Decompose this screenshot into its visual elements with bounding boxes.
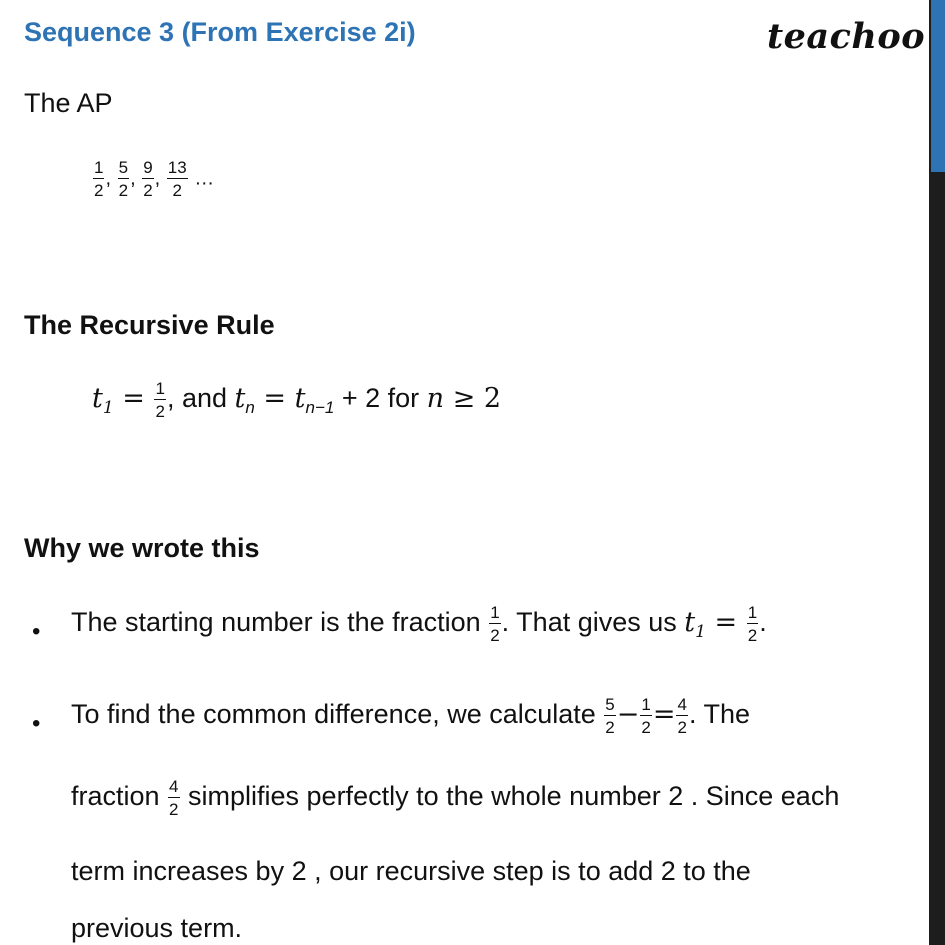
scrollbar-thumb[interactable] xyxy=(931,0,945,172)
bullet-1-text: The starting number is the fraction $\frac{1}{2}$ . That gives us $t_1$ = $\frac{1}{2}$ . xyxy=(71,603,767,645)
why-heading: Why we wrote this xyxy=(24,533,260,563)
sequence-term-2: $\frac{5}{2}$ xyxy=(118,158,129,200)
bullet-2-line-2: fraction $\frac{4}{2}$ simplifies perfectly to the whole number 2 . Since each xyxy=(71,777,840,819)
rule-heading: The Recursive Rule xyxy=(24,310,275,340)
intro-label: The AP xyxy=(24,88,113,118)
page-title: Sequence 3 (From Exercise 2i) xyxy=(24,17,416,47)
recursive-rule: $t_1$ = $\frac{1}{2}$ , and $t_n = t_{n-1} + 2$ for n ≥ 2 xyxy=(92,379,502,421)
ap-sequence: $\frac{1}{2}$ , $\frac{5}{2}$ , $\frac{9}{2}$ , $\frac{13}{2}$ … xyxy=(94,158,215,200)
sequence-term-4: $\frac{13}{2}$ xyxy=(167,158,187,200)
bullet-2-line-4: previous term. xyxy=(71,913,243,943)
bullet-2-line-3: term increases by 2 , our recursive step is to add 2 to the xyxy=(71,856,751,886)
bullet-1-glyph: • xyxy=(32,618,41,645)
sequence-term-3: $\frac{9}{2}$ xyxy=(143,158,153,200)
ellipsis: … xyxy=(194,167,215,190)
sequence-term-1: $\frac{1}{2}$ xyxy=(94,158,104,200)
bullet-2-glyph: • xyxy=(32,710,41,737)
teachoo-logo: teachoo xyxy=(767,16,926,57)
bullet-2-line-1: To find the common difference, we calculate $\frac{5}{2}$ − $\frac{1}{2}$ = $\frac{4}{2}$ . The xyxy=(71,695,750,737)
